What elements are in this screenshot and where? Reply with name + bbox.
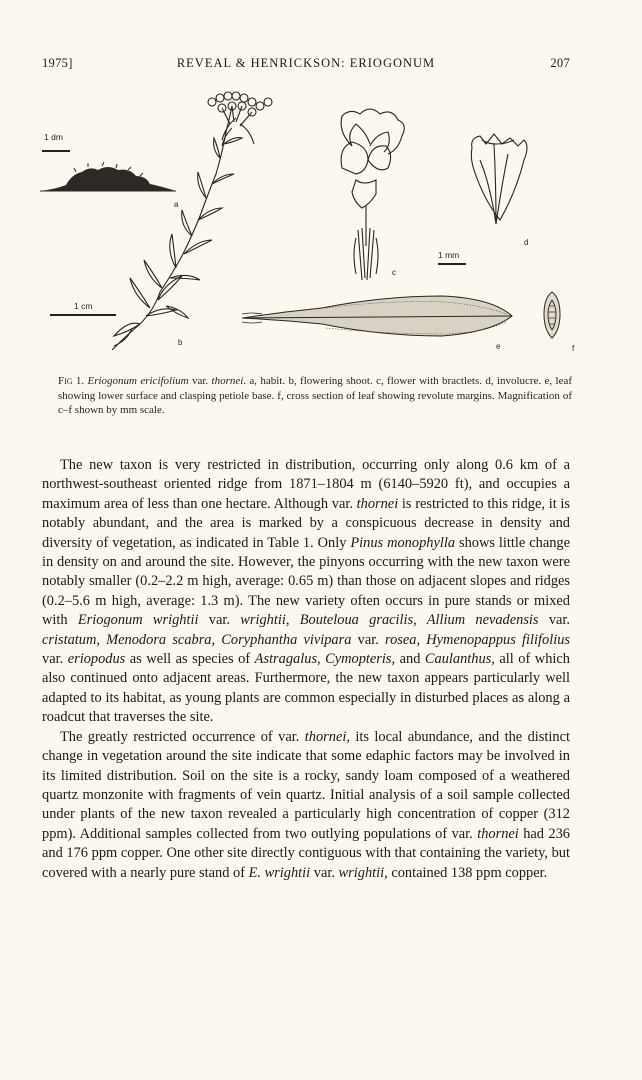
- leaf-drawing: [242, 296, 512, 336]
- journal-year: 1975]: [42, 56, 73, 70]
- panel-label-e: e: [496, 342, 501, 351]
- text-run: as well as species of: [125, 651, 255, 668]
- italic-run: wrightii,: [338, 864, 388, 881]
- leaf-cross-section-drawing: [544, 292, 560, 338]
- panel-label-a: a: [174, 200, 179, 209]
- caption-species: Eriogonum ericifolium: [87, 375, 189, 387]
- involucre-drawing: [471, 134, 527, 224]
- scale-label-dm: 1 dm: [44, 132, 63, 142]
- panel-label-f: f: [572, 344, 575, 353]
- caption-figure-number: Fig 1.: [58, 375, 85, 387]
- italic-run: wrightii, Bouteloua gracilis, Allium nevadensis: [240, 612, 539, 629]
- italic-run: Pinus monophylla: [350, 534, 456, 551]
- text-run: contained 138 ppm copper.: [387, 864, 548, 881]
- italic-run: rosea, Hymenopappus filifolius: [385, 631, 570, 648]
- page-number: 207: [550, 56, 570, 70]
- text-run: The greatly restricted occurrence of var.: [60, 728, 305, 745]
- text-run: shows little change in density on and around the site. However, the pinyons occurring with the new taxon were notably smaller (0.2–2.2 m high, average: 0.65 m) than those on adjacent slopes and ridges (0.2–5.6 m high, average: 1.3 m). The new variety often occurs in pure stands or mixed with: [42, 534, 570, 629]
- text-run: all of which also continued onto adjacent areas. Furthermore, the new taxon appears particularly well adapted to its habitat, as young plants are common especially in disturbed places as along a roadcut that traverses the site.: [42, 651, 570, 726]
- scale-label-cm: 1 cm: [74, 301, 93, 311]
- flowering-shoot-drawing: [112, 92, 272, 350]
- panel-label-c: c: [392, 268, 396, 277]
- paragraph-distribution: [42, 456, 570, 728]
- caption-variety: thornei: [211, 375, 244, 387]
- text-run: The new taxon is very restricted in distribution, occurring only along 0.6 km of a northwest-southeast oriented ridge from 1871–1804 m (6140–5920 ft), and occupies a maximum area of less than one hectare. Although var.: [42, 457, 570, 512]
- text-run: its local abundance, and the distinct change in vegetation around the site indicate that some edaphic factors may be involved in its limited distribution. Soil on the site is a rocky, sandy loam composed of a weathered quartz monzonite with fragments of vein quartz. Initial analysis of a soil sample collected under plants of the new taxon revealed a particularly high concentration of copper (312 ppm). Additional samples collected from two outlying populations of var.: [42, 728, 570, 842]
- italic-run: E. wrightii: [248, 864, 311, 881]
- text-run: var.: [310, 864, 339, 881]
- italic-run: Caulanthus,: [424, 651, 495, 668]
- text-run: and: [395, 651, 425, 668]
- caption-text: . a, habit. b, flowering shoot. c, flower with bractlets. d, involucre. e, leaf showing lower surface and clasping petiole base. f, cross section of leaf showing revolute margins. Magnification of c–f shown by mm scale.: [58, 375, 573, 417]
- italic-run: Eriogonum wrightii: [77, 612, 199, 629]
- italic-run: thornei: [477, 825, 519, 842]
- text-run: had 236 and 176 ppm copper. One other site directly contiguous with that containing the variety, but covered with a nearly pure stand of: [42, 825, 571, 881]
- habit-drawing: [40, 162, 176, 191]
- running-title: REVEAL & HENRICKSON: ERIOGONUM: [176, 56, 436, 70]
- paragraph-edaphic-factors: [42, 728, 570, 883]
- running-head: [42, 56, 570, 72]
- figure-1: [36, 88, 596, 358]
- italic-run: Astragalus, Cymopteris,: [254, 651, 396, 668]
- italic-run: thornei,: [304, 728, 350, 745]
- italic-run: thornei: [356, 495, 399, 512]
- panel-label-b: b: [178, 338, 183, 347]
- italic-run: cristatum, Menodora scabra, Coryphantha vivipara: [42, 631, 352, 648]
- caption-var-prefix: var.: [191, 375, 209, 387]
- text-run: var.: [351, 631, 386, 648]
- panel-label-d: d: [524, 238, 529, 247]
- italic-run: eriopodus: [67, 651, 126, 668]
- text-run: var.: [42, 651, 68, 668]
- text-run: var.: [538, 612, 571, 629]
- text-run: is restricted to this ridge, it is notably abundant, and the area is marked by a conspicuous decrease in density and diversity of vegetation, as indicated in Table 1. Only: [42, 495, 570, 551]
- flower-drawing: [341, 109, 404, 280]
- article-body: [42, 456, 570, 883]
- text-run: var.: [198, 612, 241, 629]
- figure-caption: [58, 374, 572, 418]
- botanical-illustration: [36, 88, 596, 358]
- scale-label-mm: 1 mm: [438, 250, 460, 260]
